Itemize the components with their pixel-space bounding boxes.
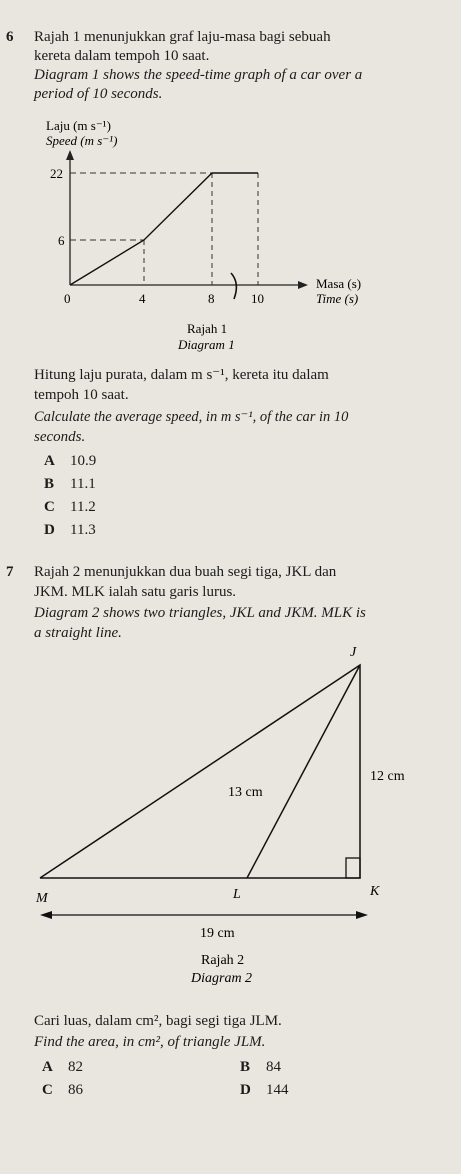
q6-option-c[interactable] (44, 498, 96, 516)
q6-english-line-2: period of 10 seconds. (34, 86, 163, 102)
q6-option-b[interactable] (44, 475, 96, 493)
q6-option-d[interactable] (44, 521, 96, 539)
x-tick-4: 4 (139, 291, 146, 306)
q6-question-english-line-1: Calculate the average speed, in m s⁻¹, of the car in 10 (34, 409, 349, 425)
base-length-mk: 19 cm (200, 926, 235, 941)
option-letter: B (44, 476, 55, 492)
x-tick-8: 8 (208, 291, 215, 306)
diagram-2-caption-english: Diagram 2 (191, 971, 253, 986)
option-letter: A (44, 453, 55, 469)
q7-option-d[interactable] (240, 1081, 289, 1099)
y-axis-arrowhead (66, 150, 74, 160)
q6-option-a[interactable] (44, 452, 96, 470)
q7-english-line-1: Diagram 2 shows two triangles, JKL and JKM. MLK is (34, 605, 366, 621)
q6-question-malay-line-1: Hitung laju purata, dalam m s⁻¹, kereta itu dalam (34, 367, 329, 383)
option-letter: D (240, 1082, 251, 1098)
diagram-2-caption-malay: Rajah 2 (201, 953, 245, 968)
option-letter: D (44, 522, 55, 538)
graph-y-label-malay: Laju (m s⁻¹) (46, 118, 111, 133)
option-value: 11.1 (70, 476, 96, 492)
triangle-diagram (0, 640, 461, 1000)
q7-malay-line-2: JKM. MLK ialah satu garis lurus. (34, 584, 237, 600)
q7-option-b[interactable] (240, 1058, 281, 1076)
line-jl (247, 665, 360, 878)
y-tick-22: 22 (50, 166, 63, 181)
option-value: 10.9 (70, 453, 97, 469)
option-value: 144 (266, 1082, 289, 1098)
question-6-number: 6 (6, 29, 14, 45)
x-tick-0: 0 (64, 291, 71, 306)
option-value: 11.3 (70, 522, 96, 538)
option-letter: B (240, 1059, 251, 1075)
option-value: 11.2 (70, 499, 96, 515)
side-length-jk: 12 cm (370, 769, 405, 784)
vertex-label-m: M (36, 891, 48, 906)
base-right-arrowhead (356, 911, 368, 919)
vertex-label-l: L (233, 887, 241, 902)
q6-malay-line-1: Rajah 1 menunjukkan graf laju-masa bagi sebuah (34, 29, 331, 45)
y-tick-6: 6 (58, 233, 65, 248)
axis-break-mark (231, 273, 236, 299)
x-tick-10: 10 (251, 291, 264, 306)
graph-x-label-english: Time (s) (316, 291, 359, 306)
q7-question-english: Find the area, in cm², of triangle JLM. (34, 1034, 266, 1050)
triangle-jkm-outline (40, 665, 360, 878)
option-letter: A (42, 1059, 53, 1075)
q7-option-c[interactable] (42, 1081, 83, 1099)
option-value: 86 (68, 1082, 83, 1098)
q7-question-malay: Cari luas, dalam cm², bagi segi tiga JLM. (34, 1013, 282, 1029)
option-value: 84 (266, 1059, 281, 1075)
option-value: 82 (68, 1059, 83, 1075)
graph-x-label-malay: Masa (s) (316, 276, 362, 291)
graph-y-label-english: Speed (m s⁻¹) (46, 133, 118, 148)
side-length-jl: 13 cm (228, 785, 263, 800)
diagram-1-caption-malay: Rajah 1 (187, 321, 228, 336)
q6-question-malay-line-2: tempoh 10 saat. (34, 387, 129, 403)
right-angle-marker (346, 858, 360, 878)
q6-malay-line-2: kereta dalam tempoh 10 saat. (34, 48, 210, 64)
vertex-label-k: K (370, 884, 380, 899)
x-axis-arrowhead (298, 281, 308, 289)
diagram-1-caption-english: Diagram 1 (178, 337, 235, 352)
base-left-arrowhead (40, 911, 52, 919)
vertex-label-j: J (350, 645, 357, 660)
q6-question-english-line-2: seconds. (34, 429, 86, 445)
speed-time-graph (0, 105, 461, 355)
q7-option-a[interactable] (42, 1058, 83, 1076)
q6-english-line-1: Diagram 1 shows the speed-time graph of a car over a (34, 67, 363, 83)
q7-malay-line-1: Rajah 2 menunjukkan dua buah segi tiga, JKL dan (34, 564, 337, 580)
q7-english-line-2: a straight line. (34, 625, 122, 641)
speed-time-line (70, 173, 258, 285)
question-7-number: 7 (6, 564, 14, 580)
option-letter: C (42, 1082, 53, 1098)
option-letter: C (44, 499, 55, 515)
